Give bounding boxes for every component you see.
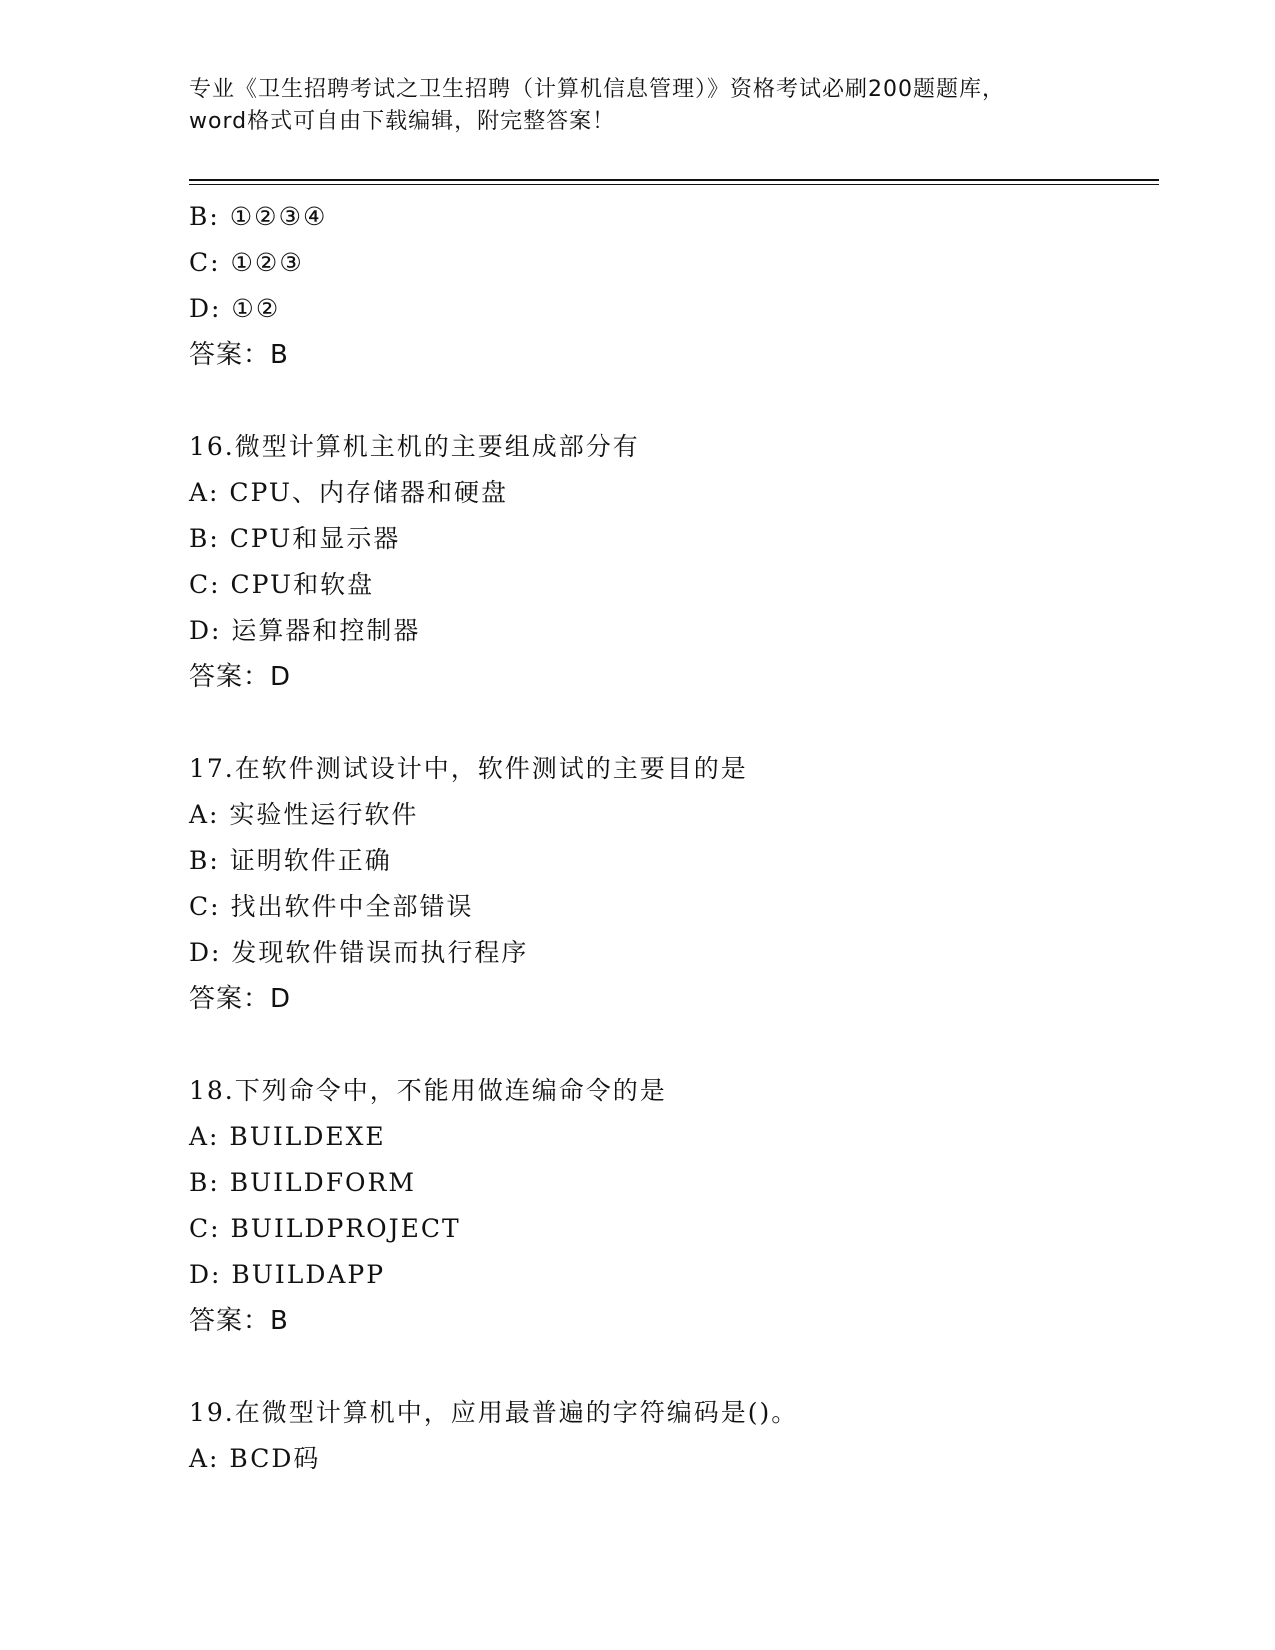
question-list <box>189 194 1149 1482</box>
header-rule-thin <box>189 184 1159 185</box>
document-header <box>189 74 1089 138</box>
question-18 <box>189 1068 1149 1344</box>
header-line-1: 专业《卫生招聘考试之卫生招聘（计算机信息管理）》资格考试必刷200题题库， <box>189 77 1005 102</box>
question-17 <box>189 746 1149 1022</box>
spacer <box>189 700 1149 746</box>
option-b: B: CPU和显示器 <box>189 524 401 553</box>
option-a: A: CPU、内存储器和硬盘 <box>189 478 509 507</box>
option-a: A: BCD码 <box>189 1444 321 1473</box>
option-c: C: BUILDPROJECT <box>189 1214 461 1243</box>
question-16 <box>189 424 1149 700</box>
option-a: A: 实验性运行软件 <box>189 800 419 829</box>
question-text: 17.在软件测试设计中，软件测试的主要目的是 <box>189 754 748 783</box>
answer-line: 答案：D <box>189 984 292 1014</box>
option-c: C: 找出软件中全部错误 <box>189 892 474 921</box>
spacer <box>189 1022 1149 1068</box>
option-d: D: 运算器和控制器 <box>189 616 421 645</box>
option-c: C: CPU和软盘 <box>189 570 375 599</box>
option-a: A: BUILDEXE <box>189 1122 386 1151</box>
option-b: B: BUILDFORM <box>189 1168 416 1197</box>
option-d: D: 发现软件错误而执行程序 <box>189 938 529 967</box>
question-15-tail <box>189 194 1149 378</box>
option-d: D: ①② <box>189 294 281 323</box>
answer-line: 答案：B <box>189 340 289 370</box>
option-b: B: 证明软件正确 <box>189 846 392 875</box>
option-d: D: BUILDAPP <box>189 1260 386 1289</box>
question-text: 19.在微型计算机中，应用最普遍的字符编码是()。 <box>189 1398 799 1427</box>
spacer <box>189 1344 1149 1390</box>
question-text: 18.下列命令中，不能用做连编命令的是 <box>189 1076 667 1105</box>
option-c: C: ①②③ <box>189 248 304 277</box>
header-rule-thick <box>189 179 1159 181</box>
option-b: B: ①②③④ <box>189 202 328 231</box>
header-line-2: word格式可自由下载编辑，附完整答案！ <box>189 109 616 134</box>
question-19 <box>189 1390 1149 1482</box>
answer-line: 答案：D <box>189 662 292 692</box>
answer-line: 答案：B <box>189 1306 289 1336</box>
question-text: 16.微型计算机主机的主要组成部分有 <box>189 432 640 461</box>
spacer <box>189 378 1149 424</box>
